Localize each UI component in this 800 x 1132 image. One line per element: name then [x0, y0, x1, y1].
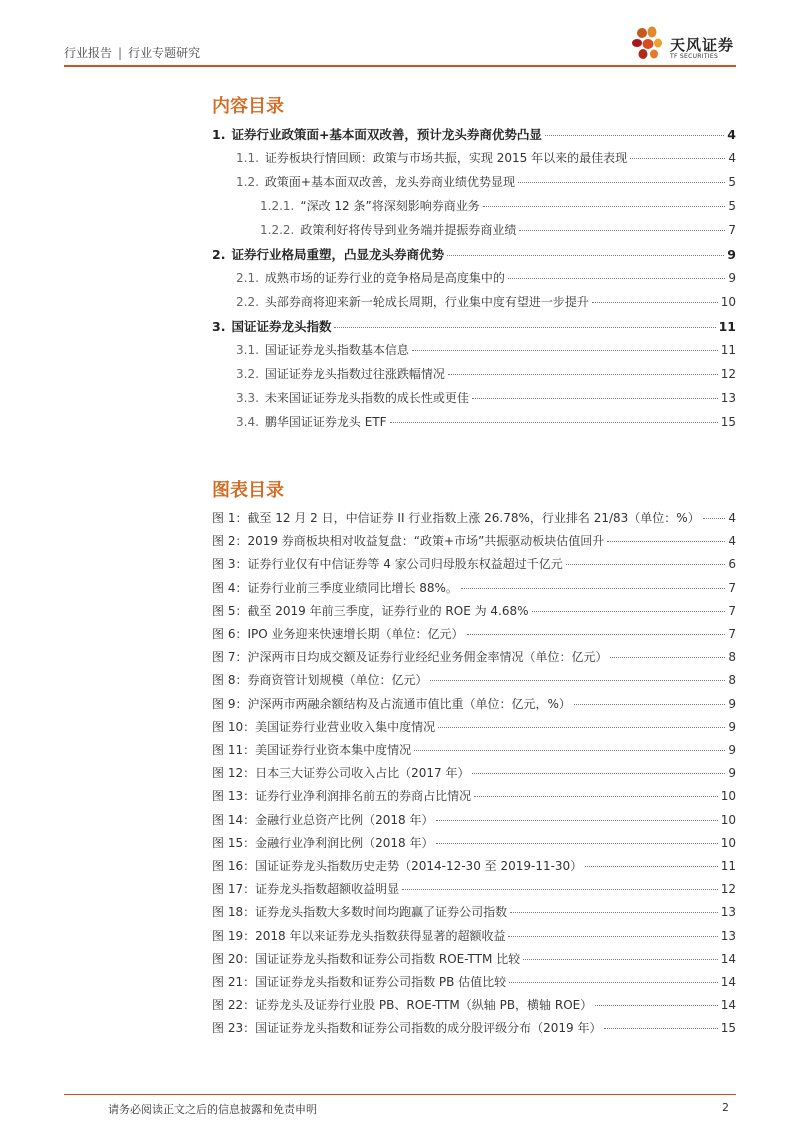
toc-entry[interactable]	[212, 413, 736, 429]
figure-entry-title: 图 6：IPO 业务迎来快速增长期（单位：亿元）	[212, 627, 464, 641]
toc-leader-dots	[412, 350, 718, 351]
toc-entry-page: 13	[720, 391, 736, 405]
toc-entry-title: 国证证券龙头指数	[231, 319, 332, 334]
toc-entry-number: 2.2.	[236, 295, 259, 309]
figure-entry-title: 图 18：证券龙头指数大多数时间均跑赢了证券公司指数	[212, 905, 508, 920]
figure-entry[interactable]	[212, 973, 736, 989]
figure-entry-page: 9	[728, 719, 736, 734]
figure-leader-dots	[610, 657, 725, 658]
toc-entry-title: “深改 12 条”将深刻影响券商业务	[300, 199, 480, 213]
toc-entry-page: 10	[720, 295, 736, 309]
figure-entry-title: 图 14：金融行业总资产比例（2018 年）	[212, 812, 434, 827]
figure-entry-page: 14	[720, 998, 736, 1013]
toc-entry[interactable]	[212, 173, 736, 189]
toc-entry-page: 11	[720, 343, 736, 357]
toc-leader-dots	[390, 422, 718, 423]
figure-entry-page: 14	[720, 975, 736, 989]
figure-entry[interactable]	[212, 718, 736, 734]
report-subcategory: 行业专题研究	[128, 46, 201, 60]
figure-entry-title: 图 2：2019 券商板块相对收益复盘：“政策+市场”共振驱动板块估值回升	[212, 534, 605, 549]
breadcrumb-separator: |	[118, 46, 123, 60]
report-category: 行业报告	[64, 46, 113, 60]
toc-entry-number: 1.2.	[236, 175, 259, 189]
figure-entry-title: 图 23：国证证券龙头指数和证券公司指数的成分股评级分布（2019 年）	[212, 1021, 602, 1036]
figure-entry-page: 10	[720, 789, 736, 804]
toc-leader-dots	[334, 327, 715, 328]
figure-entry[interactable]	[212, 741, 736, 757]
figure-entry-page: 7	[728, 603, 736, 618]
figure-entry-page: 15	[720, 1021, 736, 1036]
figure-entry-page: 10	[720, 812, 736, 827]
toc-leader-dots	[448, 374, 718, 375]
figure-leader-dots	[438, 727, 725, 728]
toc-entry-number: 1.2.1.	[260, 199, 295, 213]
figure-entry-page: 9	[728, 743, 736, 757]
figure-entry-page: 4	[728, 511, 736, 525]
figure-entry[interactable]	[212, 695, 736, 711]
figure-entry[interactable]	[212, 764, 736, 780]
figure-entry[interactable]	[212, 880, 736, 896]
toc-entry-title: 头部券商将迎来新一轮成长周期，行业集中度有望进一步提升	[264, 295, 589, 309]
toc-entry[interactable]	[212, 389, 736, 405]
figure-entry[interactable]	[212, 834, 736, 850]
toc-entry-title: 政策利好将传导到业务端并提振券商业绩	[300, 223, 517, 237]
toc-leader-dots	[447, 255, 724, 256]
figure-leader-dots	[585, 866, 718, 867]
figure-entry-page: 9	[728, 696, 736, 711]
toc-entry-page: 5	[728, 175, 736, 189]
toc-entry-number: 2.1.	[236, 271, 259, 285]
toc-entry-title: 证券行业政策面+基本面双改善，预计龙头券商优势凸显	[231, 127, 542, 142]
figure-leader-dots	[607, 541, 725, 542]
figure-entry-title: 图 16：国证证券龙头指数历史走势（2014-12-30 至 2019-11-30）	[212, 859, 583, 873]
figure-leader-dots	[523, 959, 718, 960]
toc-entry-page: 9	[728, 271, 736, 285]
figure-leader-dots	[566, 564, 726, 565]
figure-entry-title: 图 17：证券龙头指数超额收益明显	[212, 882, 400, 897]
toc-leader-dots	[472, 398, 718, 399]
figure-leader-dots	[402, 889, 718, 890]
figure-entry[interactable]	[212, 671, 736, 687]
figure-entry-title: 图 5：截至 2019 年前三季度，证券行业的 ROE 为 4.68%	[212, 603, 529, 618]
figure-entry[interactable]	[212, 811, 736, 827]
toc-leader-dots	[519, 230, 725, 231]
figure-entry-title: 图 7：沪深两市日均成交额及证券行业经纪业务佣金率情况（单位：亿元）	[212, 650, 608, 665]
toc-entry-number: 3.	[212, 319, 226, 334]
figure-entry-page: 7	[728, 580, 736, 595]
figure-entry-page: 7	[728, 627, 736, 641]
figure-leader-dots	[472, 773, 725, 774]
figure-entry[interactable]	[212, 996, 736, 1012]
figure-entry[interactable]	[212, 555, 736, 571]
toc-leader-dots	[518, 182, 725, 183]
figure-entry[interactable]	[212, 602, 736, 618]
toc-entry-page: 4	[728, 151, 736, 165]
figure-entry-page: 13	[720, 928, 736, 943]
figure-entry[interactable]	[212, 787, 736, 803]
figure-entry[interactable]	[212, 579, 736, 595]
figure-entry-page: 6	[728, 557, 736, 572]
footer-disclaimer: 请务必阅读正文之后的信息披露和免责申明	[108, 1103, 317, 1116]
toc-entry-page: 4	[727, 127, 736, 142]
figure-entry[interactable]	[212, 903, 736, 919]
figure-entry-title: 图 1：截至 12 月 2 日，中信证券 II 行业指数上涨 26.78%，行业排名 21/83（单位：%）	[212, 511, 700, 525]
figure-entry[interactable]	[212, 509, 736, 525]
toc-entry[interactable]	[212, 365, 736, 381]
figure-entry[interactable]	[212, 1019, 736, 1035]
figure-entry-title: 图 9：沪深两市两融余额结构及占流通市值比重（单位：亿元，%）	[212, 696, 571, 711]
toc-entry-title: 国证证券龙头指数过往涨跌幅情况	[264, 367, 445, 381]
figure-leader-dots	[574, 704, 726, 705]
figure-entry-title: 图 22：证券龙头及证券行业股 PB、ROE-TTM（纵轴 PB，横轴 ROE）	[212, 998, 593, 1013]
figure-entry[interactable]	[212, 648, 736, 664]
toc-entry[interactable]	[212, 245, 736, 261]
header-divider	[64, 65, 736, 67]
toc-leader-dots	[508, 278, 725, 279]
figure-leader-dots	[436, 820, 717, 821]
toc-entry[interactable]	[212, 197, 736, 213]
toc-leader-dots	[630, 158, 725, 159]
figure-entry-title: 图 21：国证证券龙头指数和证券公司指数 PB 估值比较	[212, 975, 507, 989]
header-breadcrumb	[64, 44, 200, 61]
toc-entry[interactable]	[212, 269, 736, 285]
figure-entry[interactable]	[212, 625, 736, 641]
figure-entry-page: 11	[720, 859, 736, 873]
figure-leader-dots	[436, 843, 717, 844]
figures-title: 图表目录	[212, 480, 284, 501]
toc-entry[interactable]	[212, 293, 736, 309]
toc-entry-number: 1.	[212, 127, 226, 142]
figure-entry-title: 图 15：金融行业净利润比例（2018 年）	[212, 835, 434, 850]
toc-entry-title: 国证证券龙头指数基本信息	[264, 343, 409, 357]
figure-entry-title: 图 12：日本三大证券公司收入占比（2017 年）	[212, 766, 470, 781]
toc-entry-number: 1.1.	[236, 151, 259, 165]
toc-entry-number: 3.4.	[236, 415, 259, 429]
toc-entry-page: 11	[718, 319, 736, 334]
brand-name: 天风证券	[670, 36, 735, 54]
toc-entry-number: 1.2.2.	[260, 223, 295, 237]
figure-leader-dots	[604, 1028, 717, 1029]
toc-entry-page: 7	[728, 223, 736, 237]
toc-entry[interactable]	[212, 149, 736, 165]
figure-entry[interactable]	[212, 950, 736, 966]
toc-entry-title: 政策面+基本面双改善，龙头券商业绩优势显现	[264, 175, 515, 189]
figure-leader-dots	[467, 634, 726, 635]
figure-entry[interactable]	[212, 532, 736, 548]
figure-entry[interactable]	[212, 927, 736, 943]
figure-entry-page: 12	[720, 882, 736, 897]
toc-entry-page: 15	[720, 415, 736, 429]
figure-leader-dots	[532, 611, 726, 612]
toc-entry-page: 5	[728, 199, 736, 213]
toc-leader-dots	[545, 135, 724, 136]
figure-entry-title: 图 13：证券行业净利润排名前五的券商占比情况	[212, 789, 472, 804]
figure-entry-title: 图 3：证券行业仅有中信证券等 4 家公司归母股东权益超过千亿元	[212, 557, 563, 572]
figure-entry-title: 图 4：证券行业前三季度业绩同比增长 88%。	[212, 580, 458, 595]
toc-entry-number: 2.	[212, 247, 226, 262]
figure-leader-dots	[703, 518, 726, 519]
figure-entry-page: 8	[728, 673, 736, 688]
figure-entry-title: 图 8：券商资管计划规模（单位：亿元）	[212, 673, 428, 688]
figure-entry-page: 13	[720, 905, 736, 920]
figure-entry-page: 10	[720, 835, 736, 850]
figure-leader-dots	[430, 680, 725, 681]
figure-entry-page: 4	[728, 534, 736, 549]
toc-entry-title: 证券板块行情回顾：政策与市场共振，实现 2015 年以来的最佳表现	[264, 151, 628, 165]
toc-leader-dots	[592, 302, 718, 303]
toc-entry-number: 3.2.	[236, 367, 259, 381]
toc-entry[interactable]	[212, 341, 736, 357]
toc-leader-dots	[483, 206, 726, 207]
figure-entry-page: 14	[720, 951, 736, 966]
toc-entry-title: 未来国证证券龙头指数的成长性或更佳	[264, 391, 469, 405]
figure-entry-page: 9	[728, 766, 736, 781]
toc-entry-page: 9	[727, 247, 736, 262]
toc-entry-page: 12	[720, 367, 736, 381]
toc-entry-title: 成熟市场的证券行业的竞争格局是高度集中的	[264, 271, 505, 285]
figure-leader-dots	[595, 1005, 717, 1006]
toc-entry[interactable]	[212, 317, 736, 333]
toc-title: 内容目录	[212, 96, 284, 117]
figure-leader-dots	[509, 982, 718, 983]
figure-entry-title: 图 20：国证证券龙头指数和证券公司指数 ROE-TTM 比较	[212, 951, 521, 966]
brand-subtitle: TF SECURITIES	[670, 53, 719, 60]
figure-leader-dots	[508, 936, 717, 937]
figure-entry-title: 图 11：美国证券行业资本集中度情况	[212, 743, 412, 757]
footer-divider	[64, 1094, 736, 1095]
figure-entry-title: 图 10：美国证券行业营业收入集中度情况	[212, 719, 436, 734]
figure-leader-dots	[474, 796, 718, 797]
toc-entry-title: 证券行业格局重塑，凸显龙头券商优势	[231, 247, 444, 262]
figure-entry-title: 图 19：2018 年以来证券龙头指数获得显著的超额收益	[212, 928, 506, 943]
toc-entry[interactable]	[212, 125, 736, 141]
page-number: 2	[722, 1101, 729, 1114]
figure-leader-dots	[461, 588, 725, 589]
figure-entry-page: 8	[728, 650, 736, 665]
toc-entry[interactable]	[212, 221, 736, 237]
figure-leader-dots	[510, 912, 718, 913]
figure-entry[interactable]	[212, 857, 736, 873]
toc-entry-number: 3.3.	[236, 391, 259, 405]
toc-entry-number: 3.1.	[236, 343, 259, 357]
figure-leader-dots	[414, 750, 725, 751]
toc-entry-title: 鹏华国证证券龙头 ETF	[264, 415, 387, 429]
